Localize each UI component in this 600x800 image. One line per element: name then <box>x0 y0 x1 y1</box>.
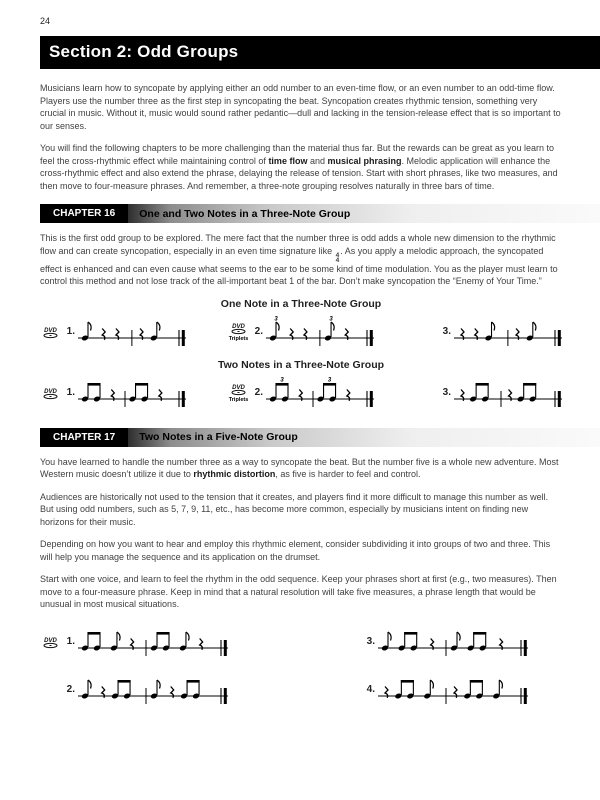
example-number: 1. <box>66 387 75 398</box>
music-notation <box>378 625 528 659</box>
dvd-icon <box>41 325 60 339</box>
svg-text:3: 3 <box>329 316 333 322</box>
example-number: 4. <box>366 684 375 695</box>
dvd-column <box>40 635 61 649</box>
music-notation <box>454 376 562 410</box>
music-example <box>40 625 340 659</box>
dvd-column <box>228 321 249 342</box>
dvd-column <box>40 386 61 400</box>
chapter-17-paragraph-3: Depending on how you want to hear and employ this rhythmic element, consider subdividing it into groups of two and three. This will help you manage the sequence and its application on the drumset. <box>40 539 551 562</box>
music-notation <box>78 625 228 659</box>
music-example <box>228 315 374 349</box>
example-number: 2. <box>66 684 75 695</box>
music-notation <box>378 673 528 707</box>
svg-text:3: 3 <box>274 316 278 322</box>
music-example <box>40 673 340 707</box>
chapter-16-label: CHAPTER 16 <box>40 204 128 223</box>
chapter-17-title: Two Notes in a Five-Note Group <box>128 428 600 447</box>
section-title: Section 2: Odd Groups <box>49 42 239 61</box>
svg-text:DVD: DVD <box>44 388 57 395</box>
example-number: 1. <box>66 326 75 337</box>
example-number: 3. <box>366 636 375 647</box>
music-example <box>340 673 562 707</box>
dvd-icon <box>229 382 248 396</box>
music-example <box>416 376 562 410</box>
example-number: 3. <box>442 387 451 398</box>
example-number: 1. <box>66 636 75 647</box>
bold-term: time flow <box>268 155 308 166</box>
page-number: 24 <box>40 16 51 26</box>
chapter-17-label: CHAPTER 17 <box>40 428 128 447</box>
group-heading-one-note: One Note in a Three-Note Group <box>220 297 382 310</box>
music-notation <box>454 315 562 349</box>
bold-term: rhythmic distortion <box>193 469 276 479</box>
example-number: 2. <box>254 326 263 337</box>
svg-text:3: 3 <box>327 377 332 383</box>
chapter-17-examples-grid <box>40 625 562 707</box>
music-notation <box>266 376 374 410</box>
examples-row-one-note <box>40 315 562 349</box>
music-notation <box>78 376 186 410</box>
music-notation <box>78 315 186 349</box>
music-example <box>40 315 186 349</box>
svg-text:DVD: DVD <box>44 327 57 334</box>
section-header-bar <box>40 36 600 69</box>
chapter-16-title: One and Two Notes in a Three-Note Group <box>128 204 600 223</box>
group-heading-two-notes: Two Notes in a Three-Note Group <box>217 358 385 371</box>
triplets-label: Triplets <box>228 397 249 403</box>
example-number: 2. <box>254 387 263 398</box>
dvd-column <box>228 382 249 403</box>
music-example <box>340 625 562 659</box>
chapter-16-header <box>40 204 600 223</box>
dvd-icon <box>41 635 60 649</box>
dvd-icon <box>41 386 60 400</box>
music-example <box>40 376 186 410</box>
example-number: 3. <box>442 326 451 337</box>
music-example <box>228 376 374 410</box>
svg-text:DVD: DVD <box>232 385 245 391</box>
chapter-17-header <box>40 428 600 447</box>
time-signature: 4 4 <box>335 251 340 264</box>
music-example <box>416 315 562 349</box>
bold-term: musical phrasing <box>327 155 402 166</box>
dvd-icon <box>229 321 248 335</box>
intro-paragraph-2: You will find the following chapters to be more challenging than the material thus far. But the rewards can be great as you learn to feel the cross-rhythmic effect while maintaining control of time flow and musical phrasing. Melodic application will enhance the cross-rhythmic effect and also extend the phrase, delaying the release of tension. Start with short phrases, like two measures, and then move to four-measure phrases. And remember, a three-note grouping resolves naturally in three bars of time. <box>40 143 558 191</box>
chapter-17-paragraph-4: Start with one voice, and learn to feel the rhythm in the odd sequence. Keep your phrases short at first (e.g., two measures). Then move to a four-measure phrase. Keep in mind that a natural resolution will take five measures, a phrase length that would be unusual in most musical situations. <box>40 574 557 609</box>
chapter-16-paragraph-1: This is the first odd group to be explored. The mere fact that the number three is odd adds a whole new dimension to the rhythmic flow and can create syncopation, especially in an even time signature like 4 4 . As you apply a melodic approach, the syncopated effect is enhanced and can even cause what seems to the ear to be some kind of time modulation. You as the player must learn to control this method and not lose track of the all-important beat 1 of the bar. Don’t make syncopation the “Enemy of Your Time.” <box>40 233 558 286</box>
dvd-column <box>40 325 61 339</box>
svg-text:3: 3 <box>280 377 284 383</box>
examples-row-two-notes <box>40 376 562 410</box>
music-notation <box>78 673 228 707</box>
chapter-17-paragraph-2: Audiences are historically not used to the tension that it creates, and players find it more difficult to manage this number as well. But using odd numbers, such as 5, 7, 9, 11, etc., has become more common, especially by musicians intent on finding new horizons for their music. <box>40 491 549 527</box>
chapter-17-paragraph-1: You have learned to handle the number three as a way to syncopate the beat. But the number five is a whole new adventure. Most Western music doesn’t utilize it due to rhythmic distortion, as five is harder to feel and control. <box>40 456 559 479</box>
music-notation <box>266 315 374 349</box>
intro-paragraph-1: Musicians learn how to syncopate by applying either an odd number to an even-time flow, or an even number to an odd-time flow. Players use the number three as the first step in syncopating the beat. Syncopation creates rhythmic tension, something very crucial in music. Without it, music would sound rather pedantic—dull and lacking in the tension-release effect that is so important to our senses. <box>40 83 561 131</box>
triplets-label: Triplets <box>228 336 249 342</box>
svg-text:DVD: DVD <box>44 637 57 644</box>
svg-text:DVD: DVD <box>232 324 245 330</box>
